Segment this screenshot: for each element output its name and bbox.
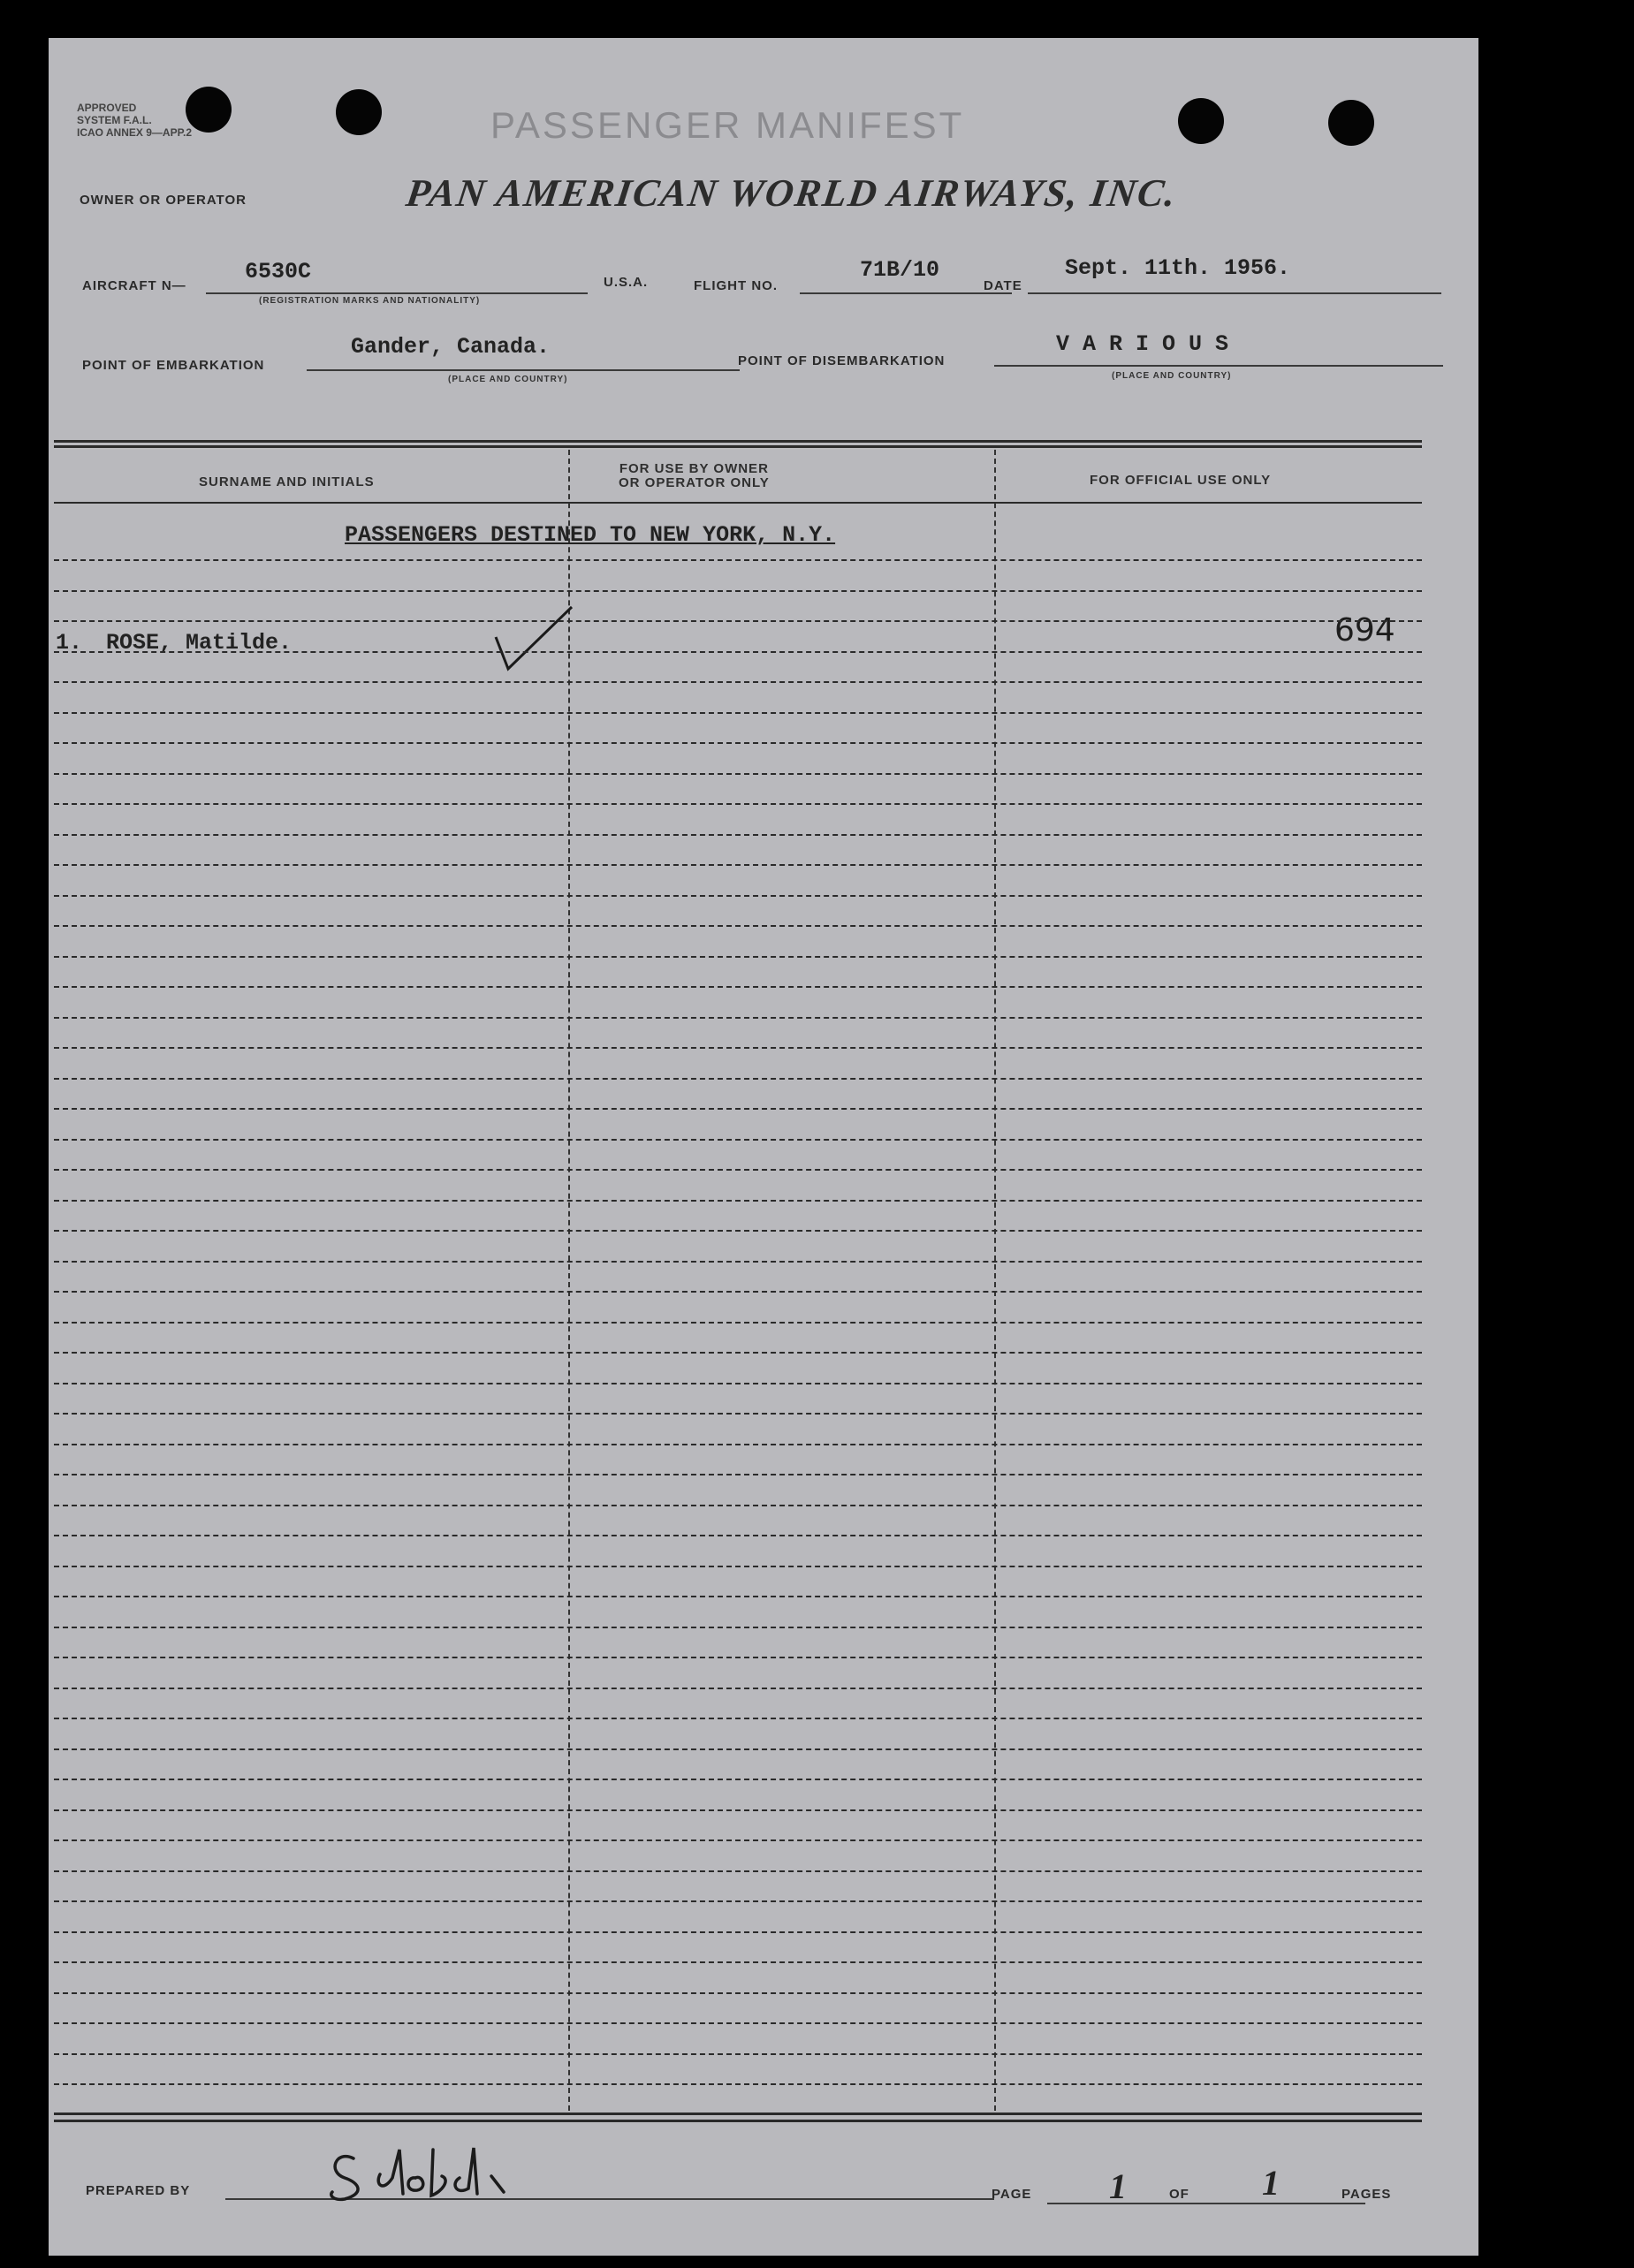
row-rule [54, 712, 1422, 714]
signature-image [318, 2123, 583, 2211]
row-rule [54, 681, 1422, 683]
punch-hole-1 [186, 87, 232, 133]
approval-line: ICAO ANNEX 9—APP.2 [77, 126, 193, 139]
header-bottom-border [54, 502, 1422, 504]
column-header-official-use: FOR OFFICIAL USE ONLY [1090, 473, 1272, 488]
row-rule [54, 1108, 1422, 1110]
row-rule [54, 1535, 1422, 1536]
table-top-border-2 [54, 445, 1422, 448]
row-rule [54, 1139, 1422, 1141]
row-rule [54, 1931, 1422, 1933]
disembarkation-label: POINT OF DISEMBARKATION [738, 353, 946, 368]
row-rule [54, 620, 1422, 622]
punch-hole-4 [1328, 100, 1374, 146]
row-rule [54, 1961, 1422, 1963]
row-rule [54, 986, 1422, 988]
section-heading: PASSENGERS DESTINED TO NEW YORK, N.Y. [345, 522, 836, 548]
aircraft-sublabel: (REGISTRATION MARKS AND NATIONALITY) [259, 296, 481, 306]
row-rule [54, 1200, 1422, 1202]
row-rule [54, 956, 1422, 958]
page-underline [1047, 2203, 1215, 2204]
row-rule [54, 559, 1422, 561]
embarkation-value: Gander, Canada. [351, 334, 551, 360]
row-rule [54, 925, 1422, 927]
manifest-sheet [49, 38, 1478, 2256]
punch-hole-2 [336, 89, 382, 135]
aircraft-label: AIRCRAFT N— [82, 278, 186, 293]
owner-use-line: FOR USE BY OWNER [619, 461, 769, 476]
flight-underline [800, 292, 1012, 294]
passenger-name: ROSE, Matilde. [106, 630, 293, 656]
embarkation-sublabel: (PLACE AND COUNTRY) [448, 375, 568, 384]
column-divider-1 [568, 450, 570, 2111]
row-rule [54, 1047, 1422, 1049]
row-rule [54, 1596, 1422, 1597]
embarkation-label: POINT OF EMBARKATION [82, 358, 265, 373]
row-rule [54, 2022, 1422, 2024]
row-rule [54, 1992, 1422, 1994]
date-underline [1028, 292, 1441, 294]
row-rule [54, 590, 1422, 592]
row-rule [54, 1870, 1422, 1872]
row-rule [54, 1261, 1422, 1263]
aircraft-underline [206, 292, 588, 294]
disembarkation-value: V A R I O U S [1056, 331, 1229, 357]
official-number: 694 [1334, 612, 1395, 649]
flight-label: FLIGHT NO. [694, 278, 778, 293]
row-rule [54, 1017, 1422, 1019]
checkmark-icon [490, 603, 579, 674]
row-rule [54, 1322, 1422, 1324]
row-rule [54, 1779, 1422, 1780]
row-rule [54, 742, 1422, 744]
approval-line: APPROVED [77, 102, 137, 114]
table-top-border [54, 440, 1422, 443]
owner-label: OWNER OR OPERATOR [80, 193, 247, 208]
row-rule [54, 895, 1422, 897]
row-rule [54, 1413, 1422, 1415]
row-rule [54, 834, 1422, 836]
row-rule [54, 1718, 1422, 1719]
row-rule [54, 1078, 1422, 1080]
row-rule [54, 1748, 1422, 1750]
approval-line: SYSTEM F.A.L. [77, 114, 152, 126]
row-rule [54, 2083, 1422, 2085]
passenger-number: 1. [56, 630, 83, 656]
form-title: PASSENGER MANIFEST [490, 104, 965, 146]
approval-note [77, 102, 192, 139]
column-header-surname: SURNAME AND INITIALS [199, 474, 375, 489]
row-rule [54, 651, 1422, 653]
disembarkation-underline [994, 365, 1443, 367]
row-rule [54, 2053, 1422, 2055]
row-rule [54, 1383, 1422, 1384]
page-number: 1 [1109, 2166, 1127, 2206]
row-rule [54, 1230, 1422, 1232]
row-rule [54, 1627, 1422, 1628]
flight-value: 71B/10 [860, 257, 940, 283]
table-bottom-border-2 [54, 2120, 1422, 2122]
row-rule [54, 1688, 1422, 1689]
prepared-by-label: PREPARED BY [86, 2183, 191, 2198]
row-rule [54, 1657, 1422, 1658]
row-rule [54, 864, 1422, 866]
of-label: OF [1169, 2187, 1189, 2202]
row-rule [54, 1169, 1422, 1171]
column-header-owner-use [619, 462, 770, 490]
column-divider-2 [994, 450, 996, 2111]
row-rule [54, 1352, 1422, 1354]
aircraft-value: 6530C [245, 259, 312, 284]
operator-name: PAN AMERICAN WORLD AIRWAYS, INC. [403, 171, 1181, 215]
row-rule [54, 1809, 1422, 1811]
row-rule [54, 1505, 1422, 1506]
row-rule [54, 773, 1422, 775]
punch-hole-3 [1178, 98, 1224, 144]
pages-label: PAGES [1341, 2187, 1392, 2202]
of-underline [1206, 2203, 1365, 2204]
row-rule [54, 1566, 1422, 1567]
row-rule [54, 1839, 1422, 1841]
row-rule [54, 1291, 1422, 1293]
usa-label: U.S.A. [604, 275, 649, 290]
row-rule [54, 803, 1422, 805]
page-total: 1 [1262, 2163, 1280, 2203]
date-value: Sept. 11th. 1956. [1065, 255, 1291, 281]
page-label: PAGE [992, 2187, 1032, 2202]
disembarkation-sublabel: (PLACE AND COUNTRY) [1112, 371, 1232, 381]
embarkation-underline [307, 369, 740, 371]
row-rule [54, 1444, 1422, 1445]
table-bottom-border [54, 2113, 1422, 2115]
owner-use-line: OR OPERATOR ONLY [619, 475, 770, 490]
row-rule [54, 1900, 1422, 1902]
date-label: DATE [984, 278, 1022, 293]
row-rule [54, 1474, 1422, 1475]
